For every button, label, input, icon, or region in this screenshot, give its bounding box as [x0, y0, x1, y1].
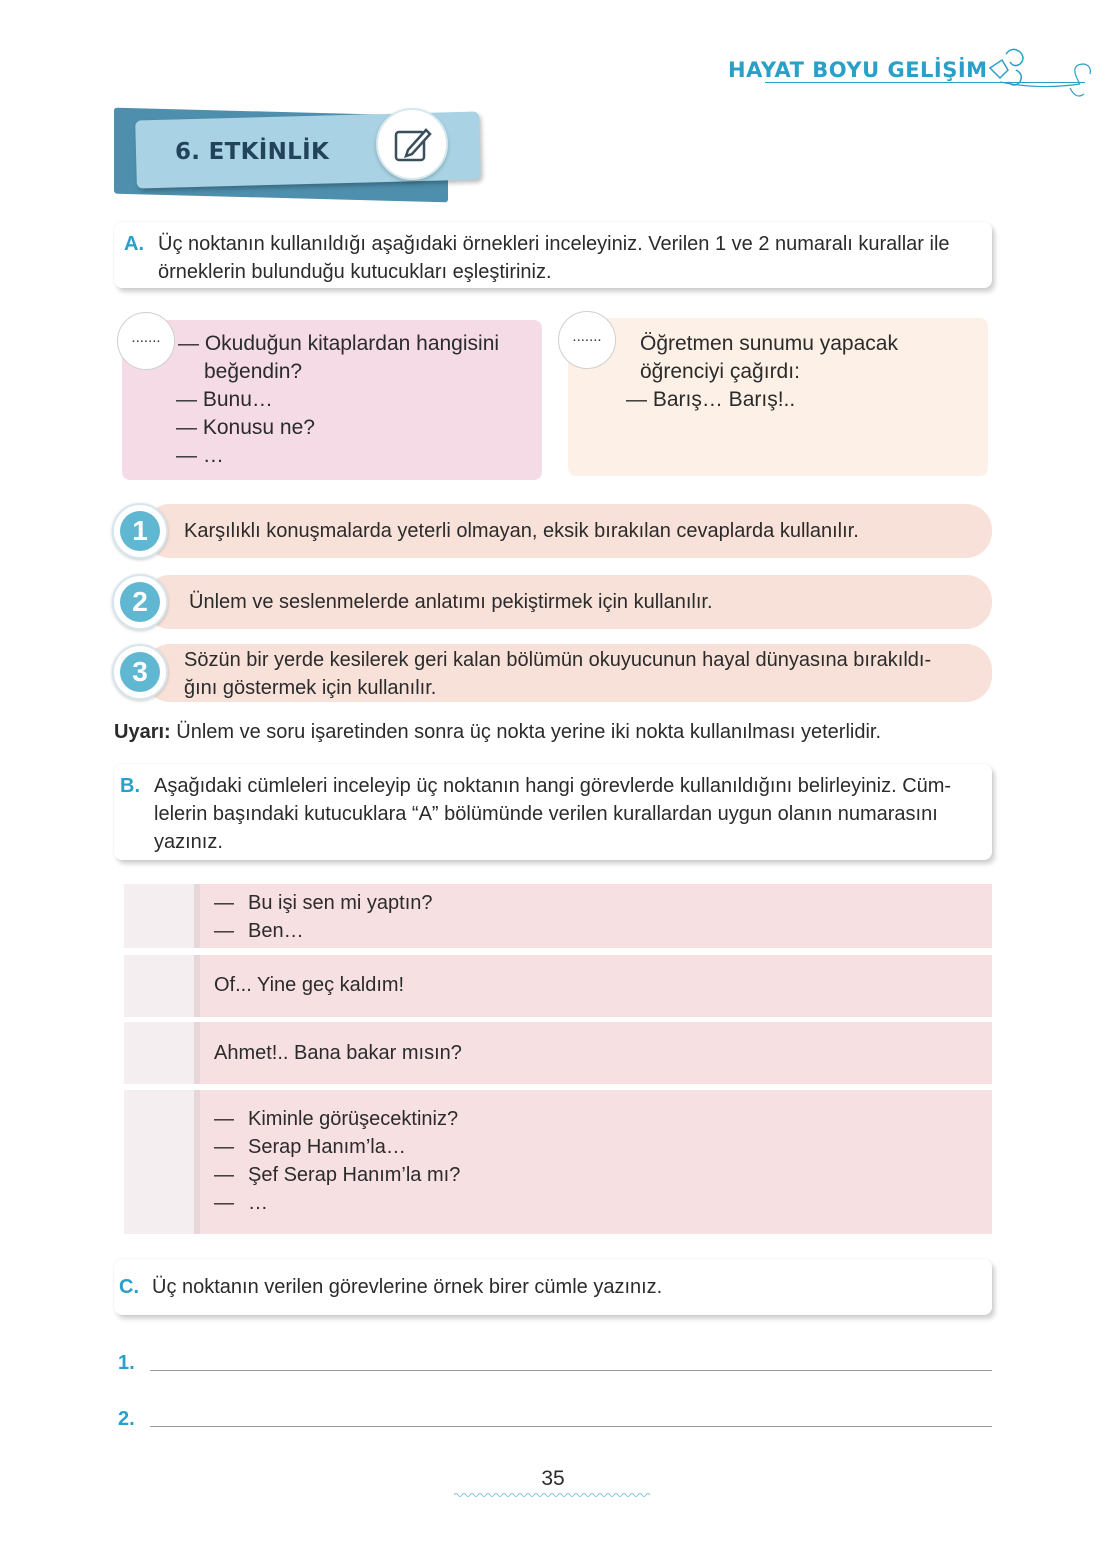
section-a-instruction-line: Üç noktanın kullanıldığı aşağıdaki örnekleri inceleyiniz. Verilen 1 ve 2 numaralı kurallar ile	[158, 233, 950, 255]
answer-number: 1.	[118, 1352, 135, 1374]
answer-number: 2.	[118, 1408, 135, 1430]
section-c-instruction-text: Üç noktanın verilen görevlerine örnek birer cümle yazınız.	[152, 1276, 663, 1298]
warning-text: Ünlem ve soru işaretinden sonra üç nokta yerine iki nokta kullanılması yeterlidir.	[170, 721, 882, 743]
sentence-row-2	[124, 955, 992, 1017]
section-b-instruction-line: Aşağıdaki cümleleri inceleyip üç noktanın hangi görevlerde kullanıldığını belirleyiniz. Cüm-	[154, 775, 952, 797]
rule-2	[144, 575, 992, 629]
dialogue-dash: —	[214, 1136, 234, 1158]
section-c-instruction	[114, 1259, 992, 1315]
example-line: — Bunu…	[176, 388, 273, 411]
rule-number-badge	[112, 574, 168, 630]
rule-text: Ünlem ve seslenmelerde anlatımı pekiştirmek için kullanılır.	[189, 591, 713, 613]
sentence-line: Of... Yine geç kaldım!	[214, 974, 405, 996]
sentence-line: Ahmet!.. Bana bakar mısın?	[214, 1042, 462, 1064]
warning-label: Uyarı:	[114, 721, 171, 743]
example-line: — Konusu ne?	[176, 416, 315, 439]
example-1-answer-blank[interactable]: .......	[117, 312, 175, 370]
answer-line-2[interactable]	[150, 1426, 992, 1427]
answer-box[interactable]	[124, 884, 194, 948]
example-box-1	[122, 320, 542, 480]
section-b-letter: B.	[120, 775, 140, 797]
rule-1	[144, 504, 992, 558]
rule-number: 1	[120, 511, 160, 551]
pencil-edit-icon	[392, 124, 434, 166]
answer-box[interactable]	[124, 1090, 194, 1234]
sentence-line: Ben…	[248, 920, 304, 942]
sentence-line: Şef Serap Hanım’la mı?	[248, 1164, 461, 1186]
section-a-letter: A.	[124, 233, 144, 255]
answer-box[interactable]	[124, 955, 194, 1017]
sentence-line: Serap Hanım’la…	[248, 1136, 406, 1158]
section-b-instruction	[114, 764, 992, 860]
rule-text: ğını göstermek için kullanılır.	[184, 677, 437, 699]
sentence-line: Kiminle görüşecektiniz?	[248, 1108, 459, 1130]
row-separator	[194, 1090, 200, 1234]
activity-title: 6. ETKİNLİK	[175, 139, 330, 165]
rule-number: 2	[120, 582, 160, 622]
example-line: — …	[176, 444, 224, 467]
example-line: öğrenciyi çağırdı:	[640, 360, 800, 383]
answer-box[interactable]	[124, 1022, 194, 1084]
row-separator	[194, 955, 200, 1017]
example-2-answer-blank[interactable]: .......	[558, 311, 616, 369]
header-title: HAYAT BOYU GELİŞİM	[728, 58, 988, 82]
row-separator	[194, 884, 200, 948]
sentence-line: …	[248, 1192, 268, 1214]
dialogue-dash: —	[214, 892, 234, 914]
page-number: 35	[541, 1467, 565, 1490]
rule-text: Karşılıklı konuşmalarda yeterli olmayan, eksik bırakılan cevaplarda kullanılır.	[184, 520, 859, 542]
section-a-instruction	[114, 222, 992, 288]
puzzle-decoration-icon	[980, 40, 1100, 100]
example-line: — Okuduğun kitaplardan hangisini	[178, 332, 500, 355]
example-line: Öğretmen sunumu yapacak	[640, 332, 898, 355]
sentence-line: Bu işi sen mi yaptın?	[248, 892, 433, 914]
rule-3	[144, 644, 992, 702]
sentence-row-3	[124, 1022, 992, 1084]
section-a-instruction-line: örneklerin bulunduğu kutucukları eşleştiriniz.	[158, 261, 552, 283]
dialogue-dash: —	[214, 920, 234, 942]
example-line: beğendin?	[204, 360, 303, 383]
dialogue-dash: —	[214, 1164, 234, 1186]
activity-icon-badge	[376, 108, 448, 180]
dialogue-dash: —	[214, 1108, 234, 1130]
rule-number: 3	[120, 652, 160, 692]
section-c-letter: C.	[119, 1276, 139, 1298]
rule-number-badge	[112, 503, 168, 559]
rule-number-badge	[112, 644, 168, 700]
warning-note	[114, 721, 881, 744]
example-line: — Barış… Barış!..	[626, 388, 796, 411]
wave-decoration-icon	[454, 1492, 652, 1498]
sentence-row-4	[124, 1090, 992, 1234]
section-b-instruction-line: lelerin başındaki kutucuklara “A” bölümünde verilen kurallardan uygun olanın numarasını	[154, 803, 938, 825]
answer-line-1[interactable]	[150, 1370, 992, 1371]
dialogue-dash: —	[214, 1192, 234, 1214]
sentence-row-1	[124, 884, 992, 948]
row-separator	[194, 1022, 200, 1084]
rule-text: Sözün bir yerde kesilerek geri kalan bölümün okuyucunun hayal dünyasına bırakıldı-	[184, 649, 932, 671]
section-b-instruction-line: yazınız.	[154, 831, 223, 853]
example-box-2	[568, 318, 988, 476]
